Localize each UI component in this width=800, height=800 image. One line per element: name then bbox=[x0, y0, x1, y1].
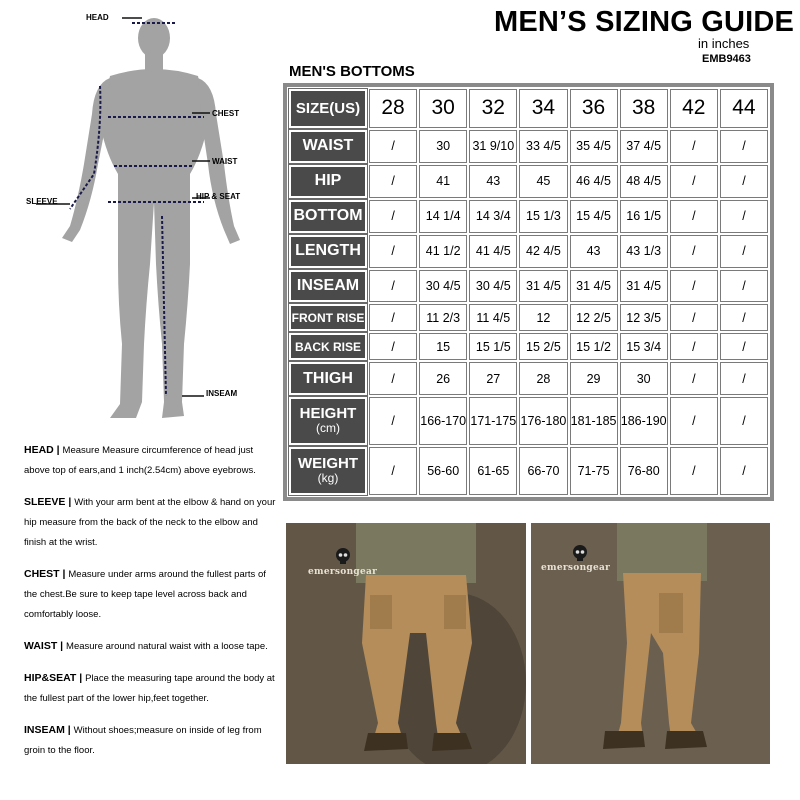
size-header-cell: 30 bbox=[419, 89, 467, 128]
table-cell: / bbox=[670, 447, 718, 495]
size-header-cell: 32 bbox=[469, 89, 517, 128]
table-cell: / bbox=[670, 304, 718, 331]
table-cell: 33 4/5 bbox=[519, 130, 567, 163]
table-cell: 11 2/3 bbox=[419, 304, 467, 331]
table-cell: 15 1/2 bbox=[570, 333, 618, 360]
size-header-cell: 38 bbox=[620, 89, 668, 128]
size-table bbox=[287, 87, 770, 497]
table-cell: 41 bbox=[419, 165, 467, 198]
instruction-key: HEAD bbox=[24, 444, 54, 456]
table-cell: / bbox=[369, 130, 417, 163]
instruction-separator: | bbox=[64, 724, 74, 736]
brand-label: emersongear bbox=[308, 567, 378, 577]
table-cell: / bbox=[670, 130, 718, 163]
table-cell: / bbox=[369, 270, 417, 303]
table-cell: 14 1/4 bbox=[419, 200, 467, 233]
table-cell: / bbox=[670, 235, 718, 268]
table-cell: 186-190 bbox=[620, 397, 668, 445]
table-cell: 176-180 bbox=[519, 397, 567, 445]
product-photo-front bbox=[286, 523, 526, 764]
row-label: HIP bbox=[289, 165, 367, 198]
row-label: BOTTOM bbox=[289, 200, 367, 233]
size-header-cell: 44 bbox=[720, 89, 768, 128]
size-header-label: SIZE(US) bbox=[289, 89, 367, 128]
table-cell: / bbox=[369, 200, 417, 233]
table-cell: / bbox=[369, 333, 417, 360]
head-label: HEAD bbox=[86, 13, 109, 22]
table-cell: 15 1/5 bbox=[469, 333, 517, 360]
row-label: WAIST bbox=[289, 130, 367, 163]
table-cell: 41 4/5 bbox=[469, 235, 517, 268]
table-cell: 26 bbox=[419, 362, 467, 395]
instruction-text: Place the measuring tape around the body at the fullest part of the lower hip,feet together. bbox=[24, 673, 275, 704]
size-row-back-rise bbox=[289, 333, 768, 360]
row-label: INSEAM bbox=[289, 270, 367, 303]
instruction-item bbox=[24, 636, 280, 657]
table-cell: 66-70 bbox=[519, 447, 567, 495]
table-cell: / bbox=[670, 200, 718, 233]
table-cell: 12 bbox=[519, 304, 567, 331]
product-photo-side bbox=[531, 523, 770, 764]
row-label-text: WEIGHT bbox=[298, 455, 358, 473]
row-label bbox=[289, 447, 367, 495]
table-cell: / bbox=[369, 362, 417, 395]
table-cell: / bbox=[369, 235, 417, 268]
row-label-unit: (cm) bbox=[316, 421, 340, 436]
size-row-hip bbox=[289, 165, 768, 198]
table-cell: 31 4/5 bbox=[519, 270, 567, 303]
instruction-text: Without shoes;measure on inside of leg from groin to the floor. bbox=[24, 725, 262, 756]
table-cell: / bbox=[720, 200, 768, 233]
table-cell: 181-185 bbox=[570, 397, 618, 445]
table-cell: / bbox=[670, 165, 718, 198]
size-row-front-rise bbox=[289, 304, 768, 331]
table-cell: / bbox=[670, 362, 718, 395]
instruction-key: HIP&SEAT bbox=[24, 672, 77, 684]
table-cell: / bbox=[720, 397, 768, 445]
table-cell: 76-80 bbox=[620, 447, 668, 495]
measurement-instructions bbox=[24, 440, 280, 772]
table-cell: 12 2/5 bbox=[570, 304, 618, 331]
instruction-text: With your arm bent at the elbow & hand on your hip measure from the back of the neck to the elbow and finish at the wrist. bbox=[24, 497, 276, 548]
table-cell: 43 bbox=[469, 165, 517, 198]
instruction-text: Measure under arms around the fullest parts of the chest.Be sure to keep tape level across back and comfortably loose. bbox=[24, 569, 266, 620]
row-label bbox=[289, 397, 367, 445]
row-label-unit: (kg) bbox=[317, 471, 339, 486]
row-label: FRONT RISE bbox=[289, 304, 367, 331]
table-cell: 48 4/5 bbox=[620, 165, 668, 198]
size-header-cell: 36 bbox=[570, 89, 618, 128]
unit-note: in inches bbox=[698, 36, 750, 51]
waist-label: WAIST bbox=[212, 157, 238, 166]
table-cell: 30 bbox=[419, 130, 467, 163]
chest-label: CHEST bbox=[212, 109, 240, 118]
size-row-weight bbox=[289, 447, 768, 495]
table-cell: 45 bbox=[519, 165, 567, 198]
table-cell: 56-60 bbox=[419, 447, 467, 495]
table-cell: 43 1/3 bbox=[620, 235, 668, 268]
instruction-key: SLEEVE bbox=[24, 496, 66, 508]
table-cell: 27 bbox=[469, 362, 517, 395]
instruction-item bbox=[24, 668, 280, 709]
table-cell: 35 4/5 bbox=[570, 130, 618, 163]
size-row-thigh bbox=[289, 362, 768, 395]
table-cell: / bbox=[720, 333, 768, 360]
product-code: EMB9463 bbox=[702, 53, 751, 65]
instruction-text: Measure Measure circumference of head just above top of ears,and 1 inch(2.54cm) above eyebrows. bbox=[24, 445, 256, 476]
table-cell: 30 bbox=[620, 362, 668, 395]
table-cell: 31 4/5 bbox=[620, 270, 668, 303]
size-header-cell: 42 bbox=[670, 89, 718, 128]
table-cell: / bbox=[720, 130, 768, 163]
table-cell: 15 1/3 bbox=[519, 200, 567, 233]
inseam-label: INSEAM bbox=[206, 389, 238, 398]
table-cell: 11 4/5 bbox=[469, 304, 517, 331]
table-cell: 166-170 bbox=[419, 397, 467, 445]
instruction-separator: | bbox=[59, 568, 69, 580]
body-silhouette bbox=[14, 4, 274, 436]
page-title: MEN’S SIZING GUIDE bbox=[494, 6, 795, 38]
table-cell: / bbox=[369, 447, 417, 495]
table-cell: 30 4/5 bbox=[469, 270, 517, 303]
table-cell: 46 4/5 bbox=[570, 165, 618, 198]
table-cell: 31 9/10 bbox=[469, 130, 517, 163]
table-cell: / bbox=[670, 333, 718, 360]
instruction-item bbox=[24, 720, 280, 761]
table-cell: / bbox=[369, 304, 417, 331]
instruction-item bbox=[24, 564, 280, 625]
table-cell: 42 4/5 bbox=[519, 235, 567, 268]
table-cell: 171-175 bbox=[469, 397, 517, 445]
instruction-item bbox=[24, 492, 280, 553]
brand-label: emersongear bbox=[541, 563, 611, 573]
table-cell: / bbox=[369, 165, 417, 198]
table-cell: / bbox=[720, 304, 768, 331]
instruction-item bbox=[24, 440, 280, 481]
table-cell: / bbox=[670, 397, 718, 445]
size-header-cell: 34 bbox=[519, 89, 567, 128]
table-cell: 12 3/5 bbox=[620, 304, 668, 331]
table-cell: / bbox=[720, 447, 768, 495]
size-row-height bbox=[289, 397, 768, 445]
table-cell: 15 4/5 bbox=[570, 200, 618, 233]
table-cell: 61-65 bbox=[469, 447, 517, 495]
table-cell: 15 bbox=[419, 333, 467, 360]
instruction-separator: | bbox=[76, 672, 86, 684]
table-cell: / bbox=[369, 397, 417, 445]
size-row-waist bbox=[289, 130, 768, 163]
table-cell: 15 2/5 bbox=[519, 333, 567, 360]
size-row-bottom bbox=[289, 200, 768, 233]
product-photo-side-image bbox=[531, 523, 770, 764]
table-cell: 28 bbox=[519, 362, 567, 395]
row-label: LENGTH bbox=[289, 235, 367, 268]
size-row-inseam bbox=[289, 270, 768, 303]
size-table-frame bbox=[283, 83, 774, 501]
row-label-text: HEIGHT bbox=[299, 405, 357, 423]
table-cell: 30 4/5 bbox=[419, 270, 467, 303]
sleeve-label: SLEEVE bbox=[26, 197, 58, 206]
table-cell: 31 4/5 bbox=[570, 270, 618, 303]
table-cell: 15 3/4 bbox=[620, 333, 668, 360]
instruction-separator: | bbox=[57, 640, 67, 652]
instruction-key: INSEAM bbox=[24, 724, 65, 736]
row-label: THIGH bbox=[289, 362, 367, 395]
table-cell: 14 3/4 bbox=[469, 200, 517, 233]
instruction-text: Measure around natural waist with a loose tape. bbox=[66, 641, 268, 652]
hip-seat-label: HIP & SEAT bbox=[196, 192, 241, 201]
table-cell: / bbox=[720, 165, 768, 198]
table-cell: 37 4/5 bbox=[620, 130, 668, 163]
table-cell: 16 1/5 bbox=[620, 200, 668, 233]
size-row-length bbox=[289, 235, 768, 268]
size-header-row bbox=[289, 89, 768, 128]
table-cell: / bbox=[720, 270, 768, 303]
instruction-key: WAIST bbox=[24, 640, 58, 652]
table-cell: / bbox=[720, 235, 768, 268]
table-cell: 29 bbox=[570, 362, 618, 395]
table-cell: 71-75 bbox=[570, 447, 618, 495]
instruction-separator: | bbox=[53, 444, 63, 456]
instruction-key: CHEST bbox=[24, 568, 60, 580]
brand-skull-icon bbox=[571, 545, 589, 561]
table-cell: 41 1/2 bbox=[419, 235, 467, 268]
table-cell: / bbox=[720, 362, 768, 395]
section-title: MEN'S BOTTOMS bbox=[289, 63, 415, 80]
body-measurement-figure bbox=[14, 4, 274, 436]
table-cell: / bbox=[670, 270, 718, 303]
table-cell: 43 bbox=[570, 235, 618, 268]
brand-skull-icon bbox=[334, 548, 352, 564]
instruction-separator: | bbox=[65, 496, 75, 508]
product-photo-front-image bbox=[286, 523, 526, 764]
size-header-cell: 28 bbox=[369, 89, 417, 128]
row-label: BACK RISE bbox=[289, 333, 367, 360]
